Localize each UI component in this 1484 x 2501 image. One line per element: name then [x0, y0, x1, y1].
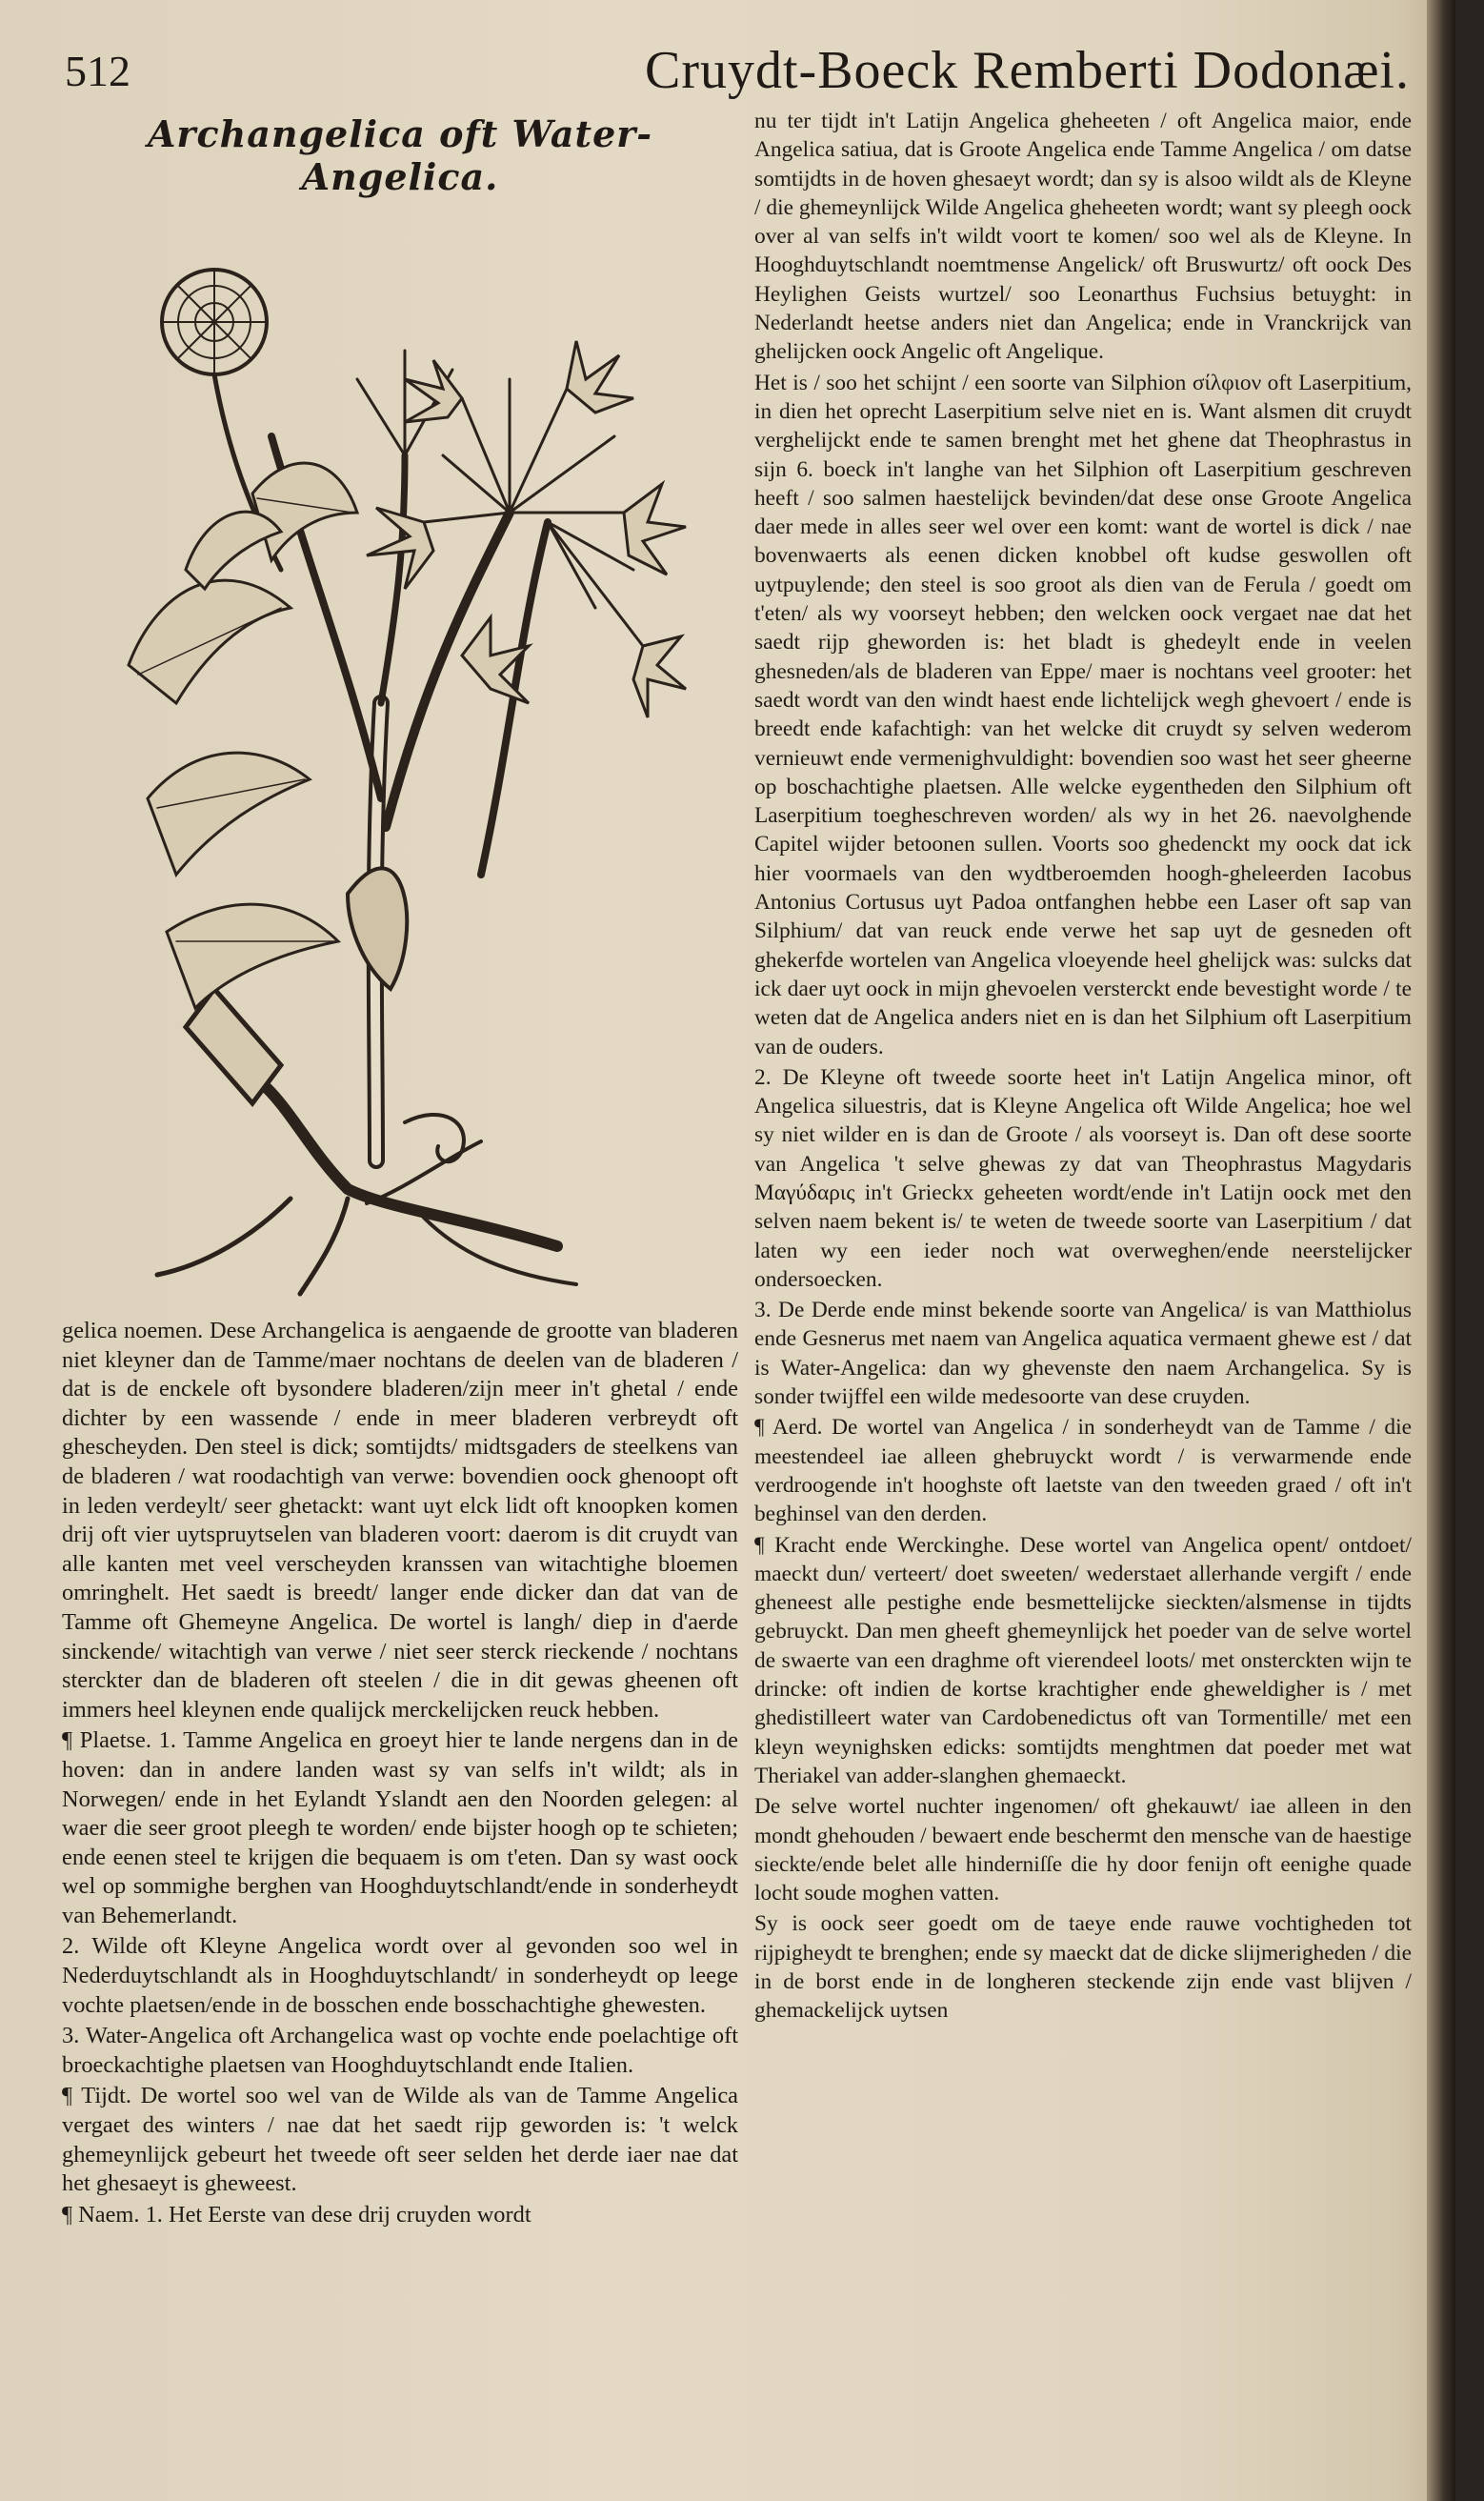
right-paragraph-8: Sy is oock seer goedt om de taeye ende rauwe vochtigheden tot rijpigheydt te brenghen; ende sy maeckt dat de dicke slijmerigheden / die in de borst ende in de longheren steckende zijn ende vast blijven / ghemackelijck uytsen	[754, 1911, 1412, 2024]
left-column	[62, 112, 738, 2332]
plant-woodcut-svg	[62, 208, 729, 1303]
book-spine	[1427, 0, 1455, 2501]
page-header	[57, 40, 1419, 107]
right-paragraph-2: Het is / soo het schijnt / een soorte van Silphion σίλφιον oft Laserpitium, in dien het oprecht Laserpitium selve niet en is. Want alsmen dit cruydt verghelijckt ende te samen brenght met het ghene dat Theophrastus in sijn 6. boeck in't langhe van het Silphion oft Laserpitium geschreven heeft / soo salmen haestelijck bevinden/dat dese onse Groote Angelica daer mede in alles seer wel over een komt: want de wortel is dick / nae bovenwaerts als eenen dicken knobbel oft kudse geswollen oft uytpuylende; den steel is soo groot als dien van de Ferula / goedt om t'eten/ als wy voorseyt hebben; den welcken oock vergaet nae dat het saedt rijp gheworden is: het bladt is ghedeylt ende in veelen ghesneden/als de bladeren van Eppe/ maer is nochtans veel grooter: het saedt wordt van den windt haest ende lichtelijck wegh ghevoert / ende is breedt ende kafachtigh: van het welcke dit cruydt sy selven wederom vernieuwt ende vermenighvuldight: bovendien soo wast het seer gheerne op boschachtighe plaetsen. Alle welcke eygentheden den Silphium oft Laserpitium toegheschreven worden/ als wy in het 26. naevolghende Capitel wijder betoonen sullen. Voorts soo ghedenckt my oock dat ick hier voormaels van den wydtberoemden hoogh-gheleerden Iacobus Antonius Cortusus uyt Padoa ontfanghen hebbe een Laser oft sap van Silphium/ dat van reuck ende verwe het sap uyt de gesneden oft ghekerfde wortelen van Angelica vloeyende heel ghelijck was: sulcks dat ick daer uyt oock in mijn ghevoelen versterckt ende bevestight worde / te weten dat de Angelica anders niet en is dan het Silphium oft Laserpitium van de ouders.	[754, 370, 1412, 1059]
left-paragraph-place-2: 2. Wilde oft Kleyne Angelica wordt over al gevonden soo wel in Nederduytschlandt als in Hooghduytschlandt/ in sonderheydt op leege vochte plaetsen/ende in de bosschen ende bosschachtighe ghewesten.	[62, 1933, 738, 2018]
left-paragraph-name: ¶ Naem. 1. Het Eerste van dese drij cruyden wordt	[62, 2201, 531, 2228]
right-paragraph-virtue: ¶ Kracht ende Werckinghe. Dese wortel van Angelica opent/ ontdoet/ maeckt dun/ verteert/ doet sweeten/ wederstaet allerhande vergift / ende gheneest alle pestighe ende besmettelijcke sieckten/alsmense in tijdts gebruyckt. Dan men gheeft ghemeynlijck het poeder van de selve wortel de swaerte van een draghme oft vierendeel loots/ met onsterckten wijn te drincke: oft indien de kortse krachtigher ende gheweldigher is / met ghedistilleert water van Cardobenedictus oft van Tormentille/ met een kleyn weynighsken edicks: somtijdts menghtmen dat poeder met wat Theriakel van adder-slanghen ghemaeckt.	[754, 1532, 1412, 1788]
left-paragraph-time: ¶ Tijdt. De wortel soo wel van de Wilde als van de Tamme Angelica vergaet des winters / nae dat het saedt rijp geworden is: 't welck ghemeynlijck gebeurt het tweede oft seer selden het derde iaer nae dat het ghesaeyt is gheweest.	[62, 2083, 738, 2197]
section-title: Archangelica oft Water-Angelica.	[147, 112, 653, 198]
right-paragraph-7: De selve wortel nuchter ingenomen/ oft ghekauwt/ iae alleen in den mondt ghehouden / bewaert ende beschermt den mensche van de haestige sieckte/ende belet alle hinderniſſe die hy door fenijn oft eenighe quade locht soude moghen vatten.	[754, 1794, 1412, 1906]
page-number: 512	[65, 47, 130, 95]
left-paragraph-1: gelica noemen. Dese Archangelica is aengaende de grootte van bladeren niet kleyner dan de Tamme/maer nochtans de deelen van de bladeren / dat is de enckele oft bysondere bladeren/zijn meer in't ghetal / ende dichter by een wassende / ende in meer bladeren verbreydt oft ghescheyden. Den steel is dick; somtijdts/ midtsgaders de steelkens van de bladeren / wat roodachtigh van verwe: bovendien oock ghenoopt oft in leden verdeylt/ seer ghetackt: want uyt elck lidt oft knoopken komen drij oft vier uytspruytselen van bladeren voort: daerom is dit cruydt van alle kanten met veel verscheyden kranssen van witachtighe bloemen omringhelt. Het saedt is breedt/ langer ende dicker dan dat van de Tamme oft Ghemeyne Angelica. De wortel is langh/ diep in d'aerde sinckende/ witachtigh van verwe / niet seer sterck rieckende / nochtans sterckter dan de bladeren oft steelen / die in dit gewas gheenen oft immers heel kleynen ende qualijck merckelijcken reuck hebben.	[62, 1318, 738, 1723]
right-paragraph-3: 2. De Kleyne oft tweede soorte heet in't Latijn Angelica minor, oft Angelica siluestris, dat is Kleyne Angelica oft Wilde Angelica; hoe wel sy niet wilder en is dan de Groote / als voorseyt is. Dan oft dese soorte van Angelica 't selve ghewas zy dat van Theophrastus Magydaris Μαγύδαρις in't Grieckx geheeten wordt/ende in't Latijn oock met den selven naem bekent is/ te weten de tweede soorte van Laserpitium / dat laten wy een ieder noch wat overweghen/ende neerstelijcker ondersoecken.	[754, 1064, 1412, 1292]
right-paragraph-nature: ¶ Aerd. De wortel van Angelica / in sonderheydt van de Tamme / die meestendeel iae alleen ghebruyckt wordt / is verwarmende ende verdroogende in't hooghste oft laetste van den tweeden graed / oft in't beghinsel van den derden.	[754, 1415, 1412, 1527]
right-column	[754, 107, 1412, 2346]
right-paragraph-4: 3. De Derde ende minst bekende soorte van Angelica/ is van Matthiolus ende Gesnerus met naem van Angelica aquatica vermaent ghewe est / dat is Water-Angelica: dan wy ghevenste den naem Archangelica. Sy is sonder twijffel een wilde medesoorte van dese cruyden.	[754, 1298, 1412, 1410]
left-paragraph-place: ¶ Plaetse. 1. Tamme Angelica en groeyt hier te lande nergens dan in de hoven: dan in andere landen wast sy van selfs in't wildt; als in Norwegen/ ende in het Eylandt Yslandt aen den Noorden gelegen: al waer die seer groot pleegh te worden/ ende bijster hoogh op te schieten; ende eenen steel te krijgen die bequaem is om t'eten. Dan sy wast oock wel op sommighe berghen van Hooghduytschlandt/ende in sonderheydt van Behemerlandt.	[62, 1727, 738, 1928]
running-title: Cruydt-Boeck Remberti Dodonæi.	[644, 41, 1410, 100]
left-paragraph-place-3: 3. Water-Angelica oft Archangelica wast op vochte ende poelachtige oft broeckachtighe plaetsen van Hooghduytschlandt ende Italien.	[62, 2023, 738, 2078]
plant-woodcut-illustration	[62, 208, 729, 1303]
right-paragraph-1: nu ter tijdt in't Latijn Angelica gheheeten / oft Angelica maior, ende Angelica satiua, dat is Groote Angelica ende Tamme Angelica / om datse somtijdts in de hoven ghesaeyt wordt; dan sy is alsoo wildt als de Kleyne / die ghemeynlijck Wilde Angelica gheheeten wordt; want sy pleegh oock over al van selfs in't wildt voort te komen/ soo wel als de Kleyne. In Hooghduytschlandt noemtmense Angelick/ oft Bruswurtz/ oft oock Des Heylighen Geists wurtzel/ soo Leonarthus Fuchsius betuyght: in Nederlandt heetse anders niet dan Angelica; ende in Vranckrijck van ghelijcken oock Angelic oft Angelique.	[754, 109, 1412, 365]
